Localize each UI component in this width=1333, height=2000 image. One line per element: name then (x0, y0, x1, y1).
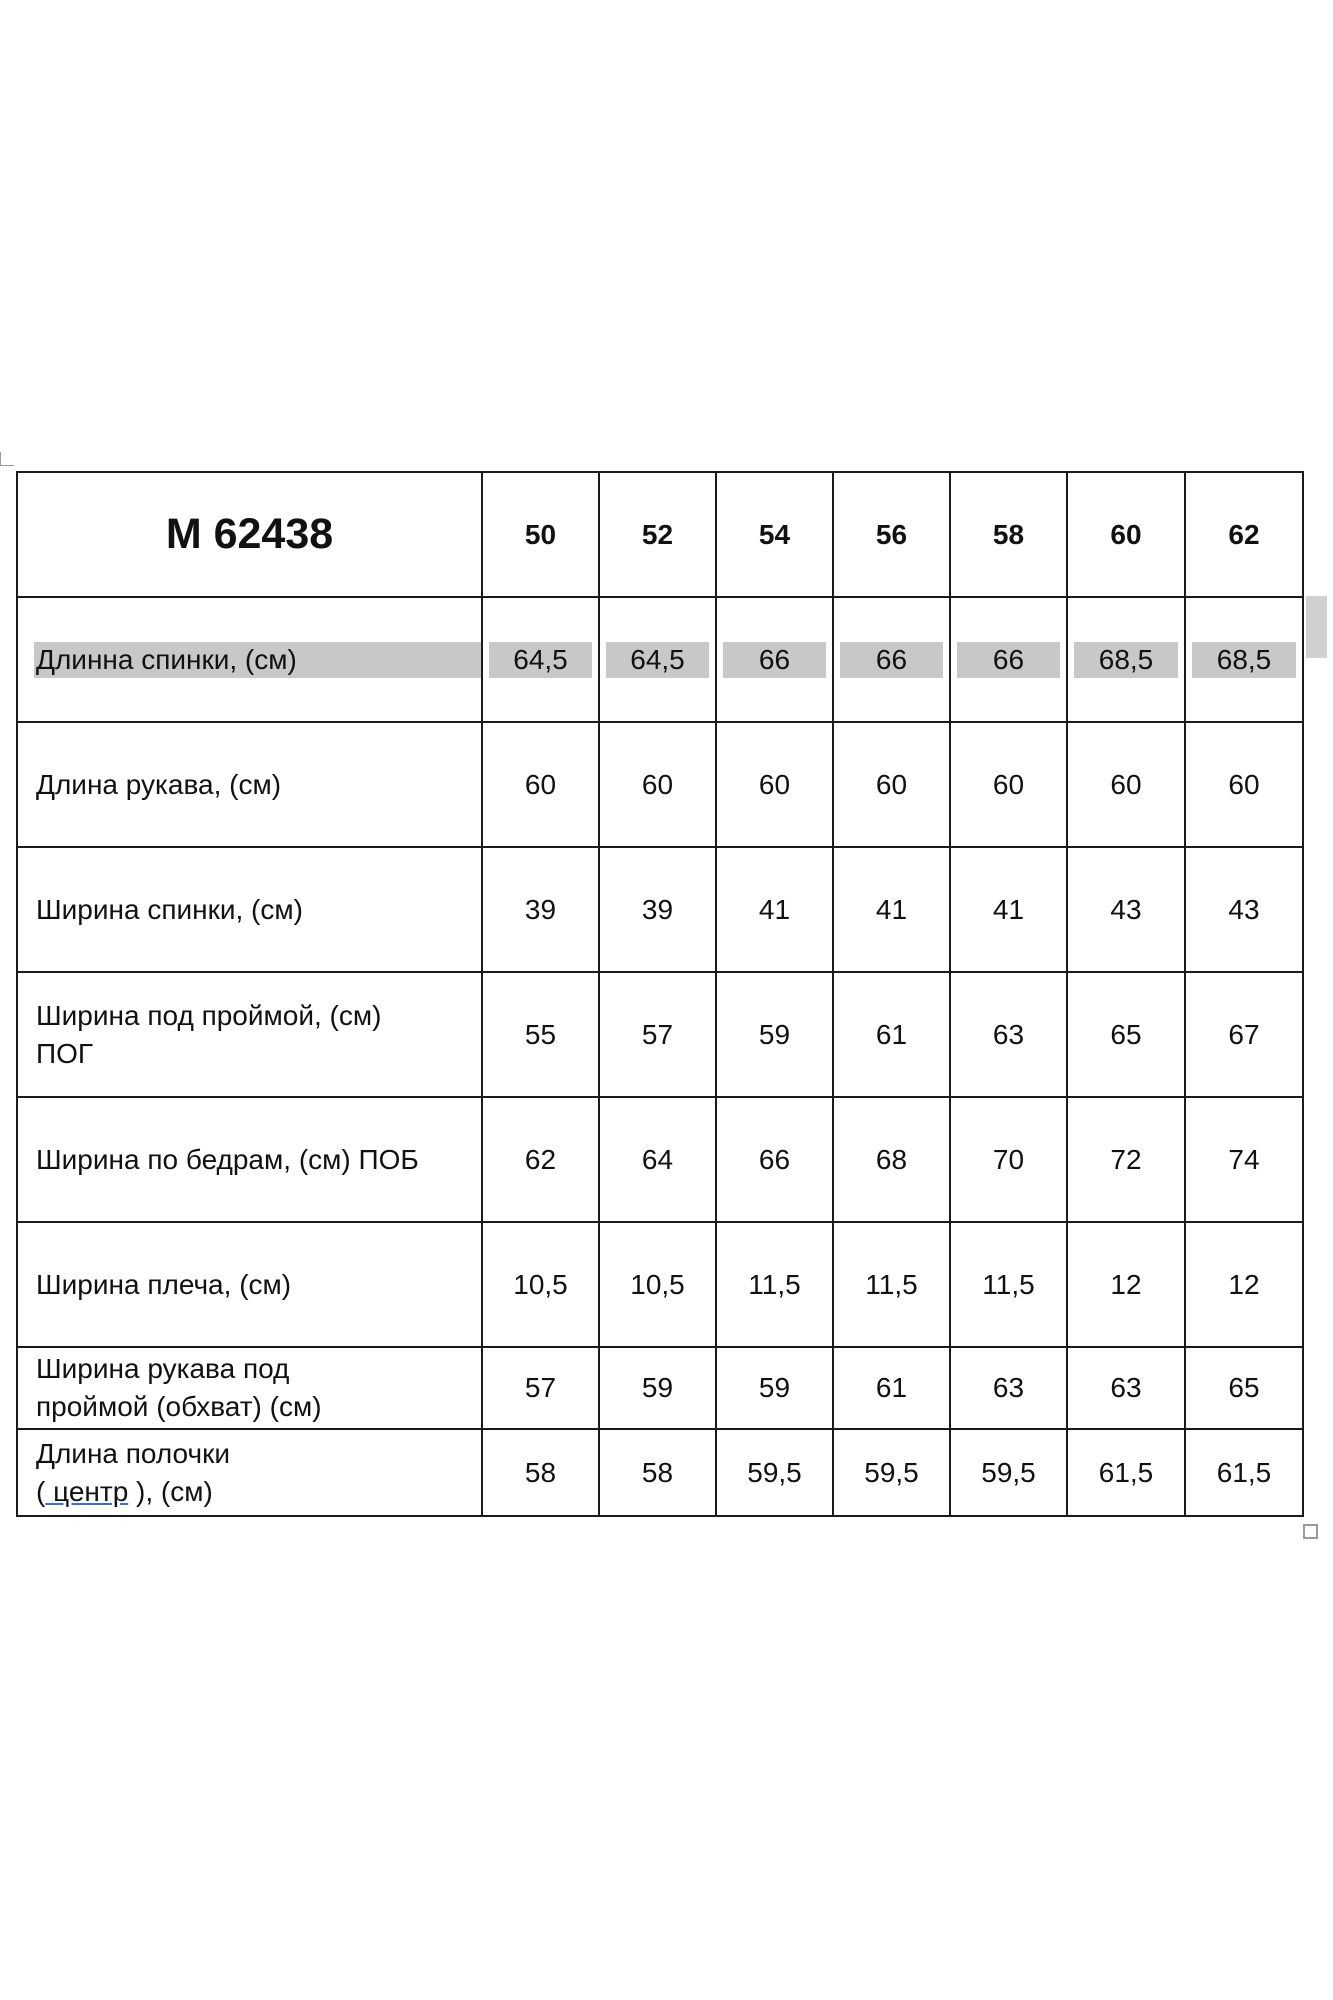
cell-value: 63 (1067, 1347, 1185, 1429)
cell-value: 74 (1185, 1097, 1303, 1222)
row-label: Ширина спинки, (см) (17, 847, 482, 972)
table-row-sleeve-width (17, 1347, 1303, 1429)
cell-value: 68 (833, 1097, 950, 1222)
cell-value: 61 (833, 1347, 950, 1429)
cell-value: 66 (716, 1097, 833, 1222)
cell-value: 66 (833, 597, 950, 722)
cell-value: 11,5 (716, 1222, 833, 1347)
cell-value: 41 (833, 847, 950, 972)
cell-value: 58 (599, 1429, 716, 1516)
size-chart-table (16, 471, 1304, 1517)
cell-value: 64,5 (599, 597, 716, 722)
table-row-back-length (17, 597, 1303, 722)
cell-value: 66 (950, 597, 1067, 722)
cell-value: 11,5 (833, 1222, 950, 1347)
cell-value: 39 (482, 847, 599, 972)
cell-value: 64,5 (482, 597, 599, 722)
row-label: Ширина по бедрам, (см) ПОБ (17, 1097, 482, 1222)
cell-value: 65 (1067, 972, 1185, 1097)
cell-value: 41 (716, 847, 833, 972)
table-row-hip-width (17, 1097, 1303, 1222)
row-label (17, 972, 482, 1097)
cell-value: 12 (1067, 1222, 1185, 1347)
highlighted-label: Длинна спинки, (см) (34, 642, 481, 678)
row-label: Длина рукава, (см) (17, 722, 482, 847)
scrollbar-thumb[interactable] (1306, 596, 1327, 658)
size-header-54: 54 (716, 472, 833, 597)
cell-value: 60 (1185, 722, 1303, 847)
cell-value: 59 (716, 1347, 833, 1429)
cell-value: 72 (1067, 1097, 1185, 1222)
underlined-word: центр (45, 1475, 129, 1507)
cell-value: 70 (950, 1097, 1067, 1222)
row-label (17, 597, 482, 722)
cell-value: 59 (716, 972, 833, 1097)
cell-value: 11,5 (950, 1222, 1067, 1347)
cell-value: 55 (482, 972, 599, 1097)
cell-value: 61 (833, 972, 950, 1097)
table-row-front-length (17, 1429, 1303, 1516)
cell-value: 66 (716, 597, 833, 722)
size-header-58: 58 (950, 472, 1067, 597)
cell-value: 67 (1185, 972, 1303, 1097)
row-label-line: Ширина под проймой, (см) (36, 999, 382, 1031)
cell-value: 59,5 (716, 1429, 833, 1516)
row-label-line: ПОГ (36, 1037, 94, 1069)
row-label-line: ( центр ), (см) (36, 1475, 213, 1507)
table-row-back-width (17, 847, 1303, 972)
table-header-row (17, 472, 1303, 597)
size-header-60: 60 (1067, 472, 1185, 597)
cell-value: 65 (1185, 1347, 1303, 1429)
table-row-chest-width (17, 972, 1303, 1097)
row-label-line: проймой (обхват) (см) (36, 1391, 322, 1422)
row-label (17, 1347, 482, 1429)
cell-value: 43 (1185, 847, 1303, 972)
cell-value: 59 (599, 1347, 716, 1429)
cell-value: 60 (833, 722, 950, 847)
table-resize-handle[interactable] (1303, 1524, 1318, 1539)
cell-value: 59,5 (950, 1429, 1067, 1516)
cell-value: 63 (950, 972, 1067, 1097)
table-row-sleeve-length (17, 722, 1303, 847)
cell-value: 57 (482, 1347, 599, 1429)
cell-value: 43 (1067, 847, 1185, 972)
cell-value: 63 (950, 1347, 1067, 1429)
cell-value: 64 (599, 1097, 716, 1222)
row-label: Ширина плеча, (см) (17, 1222, 482, 1347)
cell-value: 61,5 (1185, 1429, 1303, 1516)
size-header-62: 62 (1185, 472, 1303, 597)
table-anchor-icon (0, 452, 14, 466)
row-label (17, 1429, 482, 1516)
size-header-56: 56 (833, 472, 950, 597)
cell-value: 60 (599, 722, 716, 847)
size-header-50: 50 (482, 472, 599, 597)
cell-value: 62 (482, 1097, 599, 1222)
cell-value: 61,5 (1067, 1429, 1185, 1516)
cell-value: 59,5 (833, 1429, 950, 1516)
cell-value: 57 (599, 972, 716, 1097)
cell-value: 68,5 (1185, 597, 1303, 722)
cell-value: 10,5 (599, 1222, 716, 1347)
row-label-line: Длина полочки (36, 1437, 230, 1469)
cell-value: 10,5 (482, 1222, 599, 1347)
size-header-52: 52 (599, 472, 716, 597)
model-number: M 62438 (17, 472, 482, 597)
cell-value: 58 (482, 1429, 599, 1516)
cell-value: 68,5 (1067, 597, 1185, 722)
cell-value: 60 (482, 722, 599, 847)
cell-value: 60 (1067, 722, 1185, 847)
cell-value: 12 (1185, 1222, 1303, 1347)
cell-value: 60 (950, 722, 1067, 847)
row-label-line: Ширина рукава под (36, 1353, 290, 1384)
table-row-shoulder-width (17, 1222, 1303, 1347)
cell-value: 41 (950, 847, 1067, 972)
cell-value: 39 (599, 847, 716, 972)
cell-value: 60 (716, 722, 833, 847)
